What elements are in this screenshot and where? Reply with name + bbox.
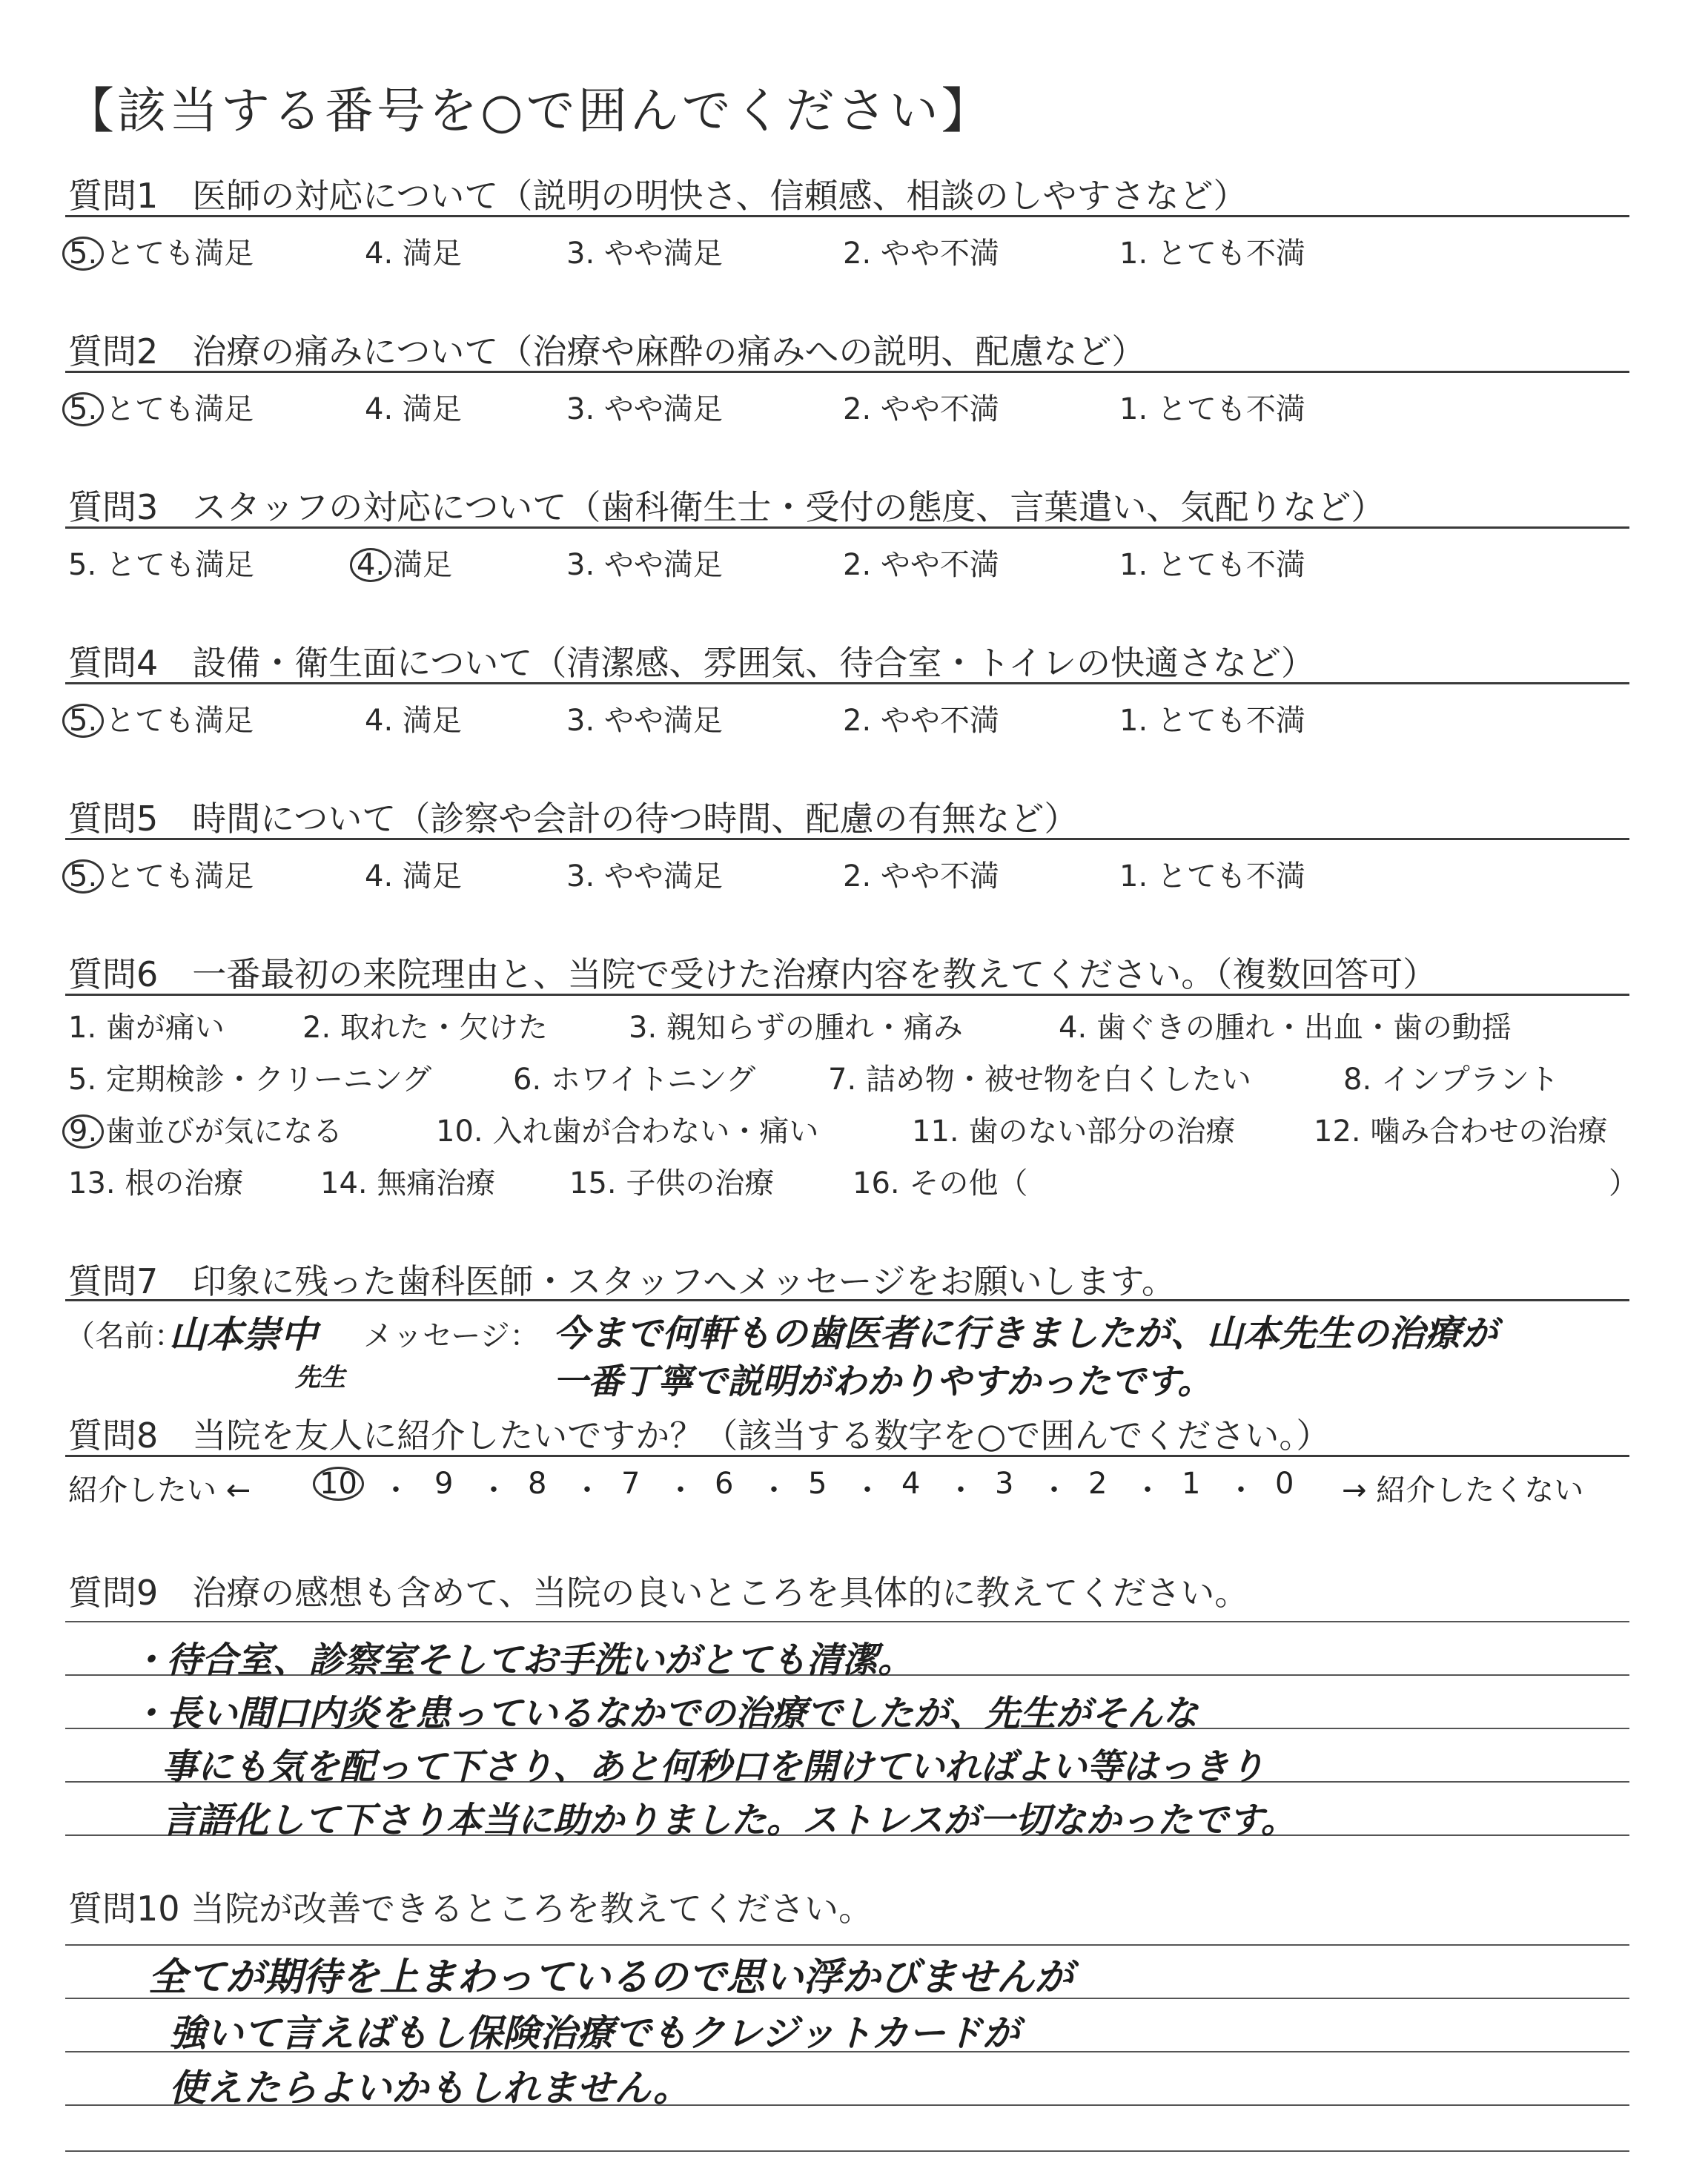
q8-title: 質問8 当院を友人に紹介したいですか？（該当する数字を○で囲んでください。） <box>68 1416 1331 1456</box>
q8-option-3[interactable]: 3 <box>995 1467 1014 1501</box>
q7-title: 質問7 印象に残った歯科医師・スタッフへメッセージをお願いします。 <box>68 1261 1176 1301</box>
q8-separator: ・ <box>1039 1473 1069 1507</box>
q5-option-5-label: とても満足 <box>105 859 254 894</box>
q1-option-2[interactable]: 2. やや不満 <box>843 237 999 271</box>
q8-separator: ・ <box>853 1473 882 1507</box>
q10-rule <box>65 2150 1629 2152</box>
q6-option-16-close: ） <box>1609 1166 1638 1200</box>
q8-option-1[interactable]: 1 <box>1182 1467 1201 1501</box>
q6-option-9-label: 歯並びが気になる <box>105 1114 343 1149</box>
q6-option-12[interactable]: 12. 噛み合わせの治療 <box>1314 1114 1608 1149</box>
q1-option-5-number: 5. <box>62 237 104 271</box>
q7-message-line-1: 今まで何軒もの歯医者に行きましたが、山本先生の治療が <box>553 1312 1498 1355</box>
q9-rule <box>65 1621 1629 1622</box>
q7-name-value: 山本崇中 <box>169 1313 317 1356</box>
q5-title: 質問5 時間について（診察や会計の待つ時間、配慮の有無など） <box>68 799 1079 839</box>
q2-title: 質問2 治療の痛みについて（治療や麻酔の痛みへの説明、配慮など） <box>68 331 1146 371</box>
q3-rule <box>65 526 1629 529</box>
q9-answer-line-1: ・待合室、診察室そしてお手洗いがとても清潔。 <box>130 1639 914 1681</box>
q4-option-4[interactable]: 4. 満足 <box>365 704 462 738</box>
q4-option-5-number: 5. <box>62 704 104 738</box>
q7-name-label: （名前： <box>65 1319 184 1353</box>
q8-separator: ・ <box>946 1473 976 1507</box>
q8-option-0[interactable]: 0 <box>1275 1467 1294 1501</box>
q8-option-6[interactable]: 6 <box>715 1467 734 1501</box>
q9-answer-line-4: 言語化して下さり本当に助かりました。ストレスが一切なかったです。 <box>162 1800 1297 1841</box>
q6-option-11[interactable]: 11. 歯のない部分の治療 <box>912 1114 1236 1149</box>
q10-answer-line-2: 強いて言えばもし保険治療でもクレジットカードが <box>169 2012 1020 2055</box>
q3-option-5[interactable]: 5. とても満足 <box>68 548 254 582</box>
q8-option-7[interactable]: 7 <box>621 1467 640 1501</box>
q9-title: 質問9 治療の感想も含めて、当院の良いところを具体的に教えてください。 <box>68 1573 1249 1613</box>
q1-option-5[interactable] <box>68 230 254 272</box>
q2-option-5[interactable] <box>68 386 254 428</box>
q8-separator: ・ <box>572 1473 602 1507</box>
q3-option-1[interactable]: 1. とても不満 <box>1119 548 1305 582</box>
q5-option-5[interactable] <box>68 853 254 895</box>
q2-option-2[interactable]: 2. やや不満 <box>843 392 999 426</box>
q8-option-2[interactable]: 2 <box>1088 1467 1108 1501</box>
q8-separator: ・ <box>666 1473 695 1507</box>
q3-title: 質問3 スタッフの対応について（歯科衛生士・受付の態度、言葉遣い、気配りなど） <box>68 487 1386 527</box>
q8-option-8[interactable]: 8 <box>528 1467 547 1501</box>
q6-option-8[interactable]: 8. インプラント <box>1343 1063 1559 1097</box>
q6-option-1[interactable]: 1. 歯が痛い <box>68 1011 225 1045</box>
q6-option-16[interactable]: 16. その他（ <box>853 1166 1028 1200</box>
q8-option-9[interactable]: 9 <box>434 1467 454 1501</box>
q6-option-15[interactable]: 15. 子供の治療 <box>569 1166 775 1200</box>
q5-option-1[interactable]: 1. とても不満 <box>1119 859 1305 894</box>
q1-rule <box>65 215 1629 217</box>
q9-answer-line-3: 事にも気を配って下さり、あと何秒口を開けていればよい等はっきり <box>162 1746 1265 1788</box>
q2-rule <box>65 371 1629 373</box>
q3-option-3[interactable]: 3. やや満足 <box>566 548 723 582</box>
q8-right-label: → 紹介したくない <box>1342 1473 1584 1507</box>
q8-rule <box>65 1455 1629 1457</box>
q4-option-3[interactable]: 3. やや満足 <box>566 704 723 738</box>
q4-rule <box>65 682 1629 684</box>
q6-option-13[interactable]: 13. 根の治療 <box>68 1166 244 1200</box>
q8-separator: ・ <box>479 1473 509 1507</box>
q6-option-3[interactable]: 3. 親知らずの腫れ・痛み <box>629 1011 963 1045</box>
q5-option-2[interactable]: 2. やや不満 <box>843 859 999 894</box>
survey-header: 【該当する番号を○で囲んでください】 <box>65 82 993 139</box>
q1-option-3[interactable]: 3. やや満足 <box>566 237 723 271</box>
q1-option-4[interactable]: 4. 満足 <box>365 237 462 271</box>
q8-separator: ・ <box>759 1473 789 1507</box>
q8-option-5[interactable]: 5 <box>808 1467 827 1501</box>
q1-option-5-label: とても満足 <box>105 237 254 271</box>
q6-rule <box>65 994 1629 996</box>
q2-option-4[interactable]: 4. 満足 <box>365 392 462 426</box>
q10-answer-line-1: 全てが期待を上まわっているので思い浮かびませんが <box>148 1955 1073 2000</box>
q6-title: 質問6 一番最初の来院理由と、当院で受けた治療内容を教えてください。（複数回答可） <box>68 954 1437 994</box>
q4-option-5-label: とても満足 <box>105 704 254 738</box>
q8-separator: ・ <box>1226 1473 1256 1507</box>
q10-title: 質問10 当院が改善できるところを教えてください。 <box>68 1889 873 1929</box>
q3-option-2[interactable]: 2. やや不満 <box>843 548 999 582</box>
q2-option-3[interactable]: 3. やや満足 <box>566 392 723 426</box>
q10-answer-line-3: 使えたらよいかもしれません。 <box>169 2067 690 2110</box>
q7-rule <box>65 1299 1629 1301</box>
q4-option-2[interactable]: 2. やや不満 <box>843 704 999 738</box>
q2-option-5-label: とても満足 <box>105 392 254 426</box>
q3-option-4[interactable] <box>356 541 452 584</box>
q2-option-5-number: 5. <box>62 392 104 426</box>
q6-option-14[interactable]: 14. 無痛治療 <box>320 1166 496 1200</box>
q6-option-9-number: 9. <box>62 1114 104 1149</box>
q8-option-10-number: 10 <box>313 1467 364 1501</box>
q7-message-label: メッセージ： <box>363 1319 540 1353</box>
q3-option-4-number: 4. <box>350 548 391 582</box>
q6-option-2[interactable]: 2. 取れた・欠けた <box>302 1011 548 1045</box>
q1-option-1[interactable]: 1. とても不満 <box>1119 237 1305 271</box>
q7-message-line-2: 一番丁寧で説明がわかりやすかったです。 <box>553 1361 1213 1402</box>
q6-option-5[interactable]: 5. 定期検診・クリーニング <box>68 1063 432 1097</box>
q9-answer-line-2: ・長い間口内炎を患っているなかでの治療でしたが、先生がそんな <box>130 1693 1199 1734</box>
q4-option-5[interactable] <box>68 697 254 739</box>
q7-name-suffix: 先生 <box>295 1363 345 1393</box>
q6-option-9[interactable] <box>68 1108 342 1150</box>
q8-separator: ・ <box>1133 1473 1162 1507</box>
q5-rule <box>65 838 1629 840</box>
q8-option-4[interactable]: 4 <box>901 1467 921 1501</box>
q6-option-7[interactable]: 7. 詰め物・被せ物を白くしたい <box>828 1063 1251 1097</box>
q8-scale <box>68 1467 1632 1511</box>
q2-option-1[interactable]: 1. とても不満 <box>1119 392 1305 426</box>
q5-option-3[interactable]: 3. やや満足 <box>566 859 723 894</box>
q6-option-10[interactable]: 10. 入れ歯が合わない・痛い <box>436 1114 819 1149</box>
q8-separator: ・ <box>381 1473 411 1507</box>
q5-option-5-number: 5. <box>62 859 104 894</box>
q4-option-1[interactable]: 1. とても不満 <box>1119 704 1305 738</box>
q8-left-label: 紹介したい ← <box>68 1473 251 1507</box>
q5-option-4[interactable]: 4. 満足 <box>365 859 462 894</box>
q6-option-4[interactable]: 4. 歯ぐきの腫れ・出血・歯の動揺 <box>1059 1011 1512 1045</box>
q1-title: 質問1 医師の対応について（説明の明快さ、信頼感、相談のしやすさなど） <box>68 176 1248 216</box>
q3-option-4-label: 満足 <box>393 548 453 582</box>
q4-title: 質問4 設備・衛生面について（清潔感、雰囲気、待合室・トイレの快適さなど） <box>68 643 1316 683</box>
q6-option-6[interactable]: 6. ホワイトニング <box>513 1063 756 1097</box>
